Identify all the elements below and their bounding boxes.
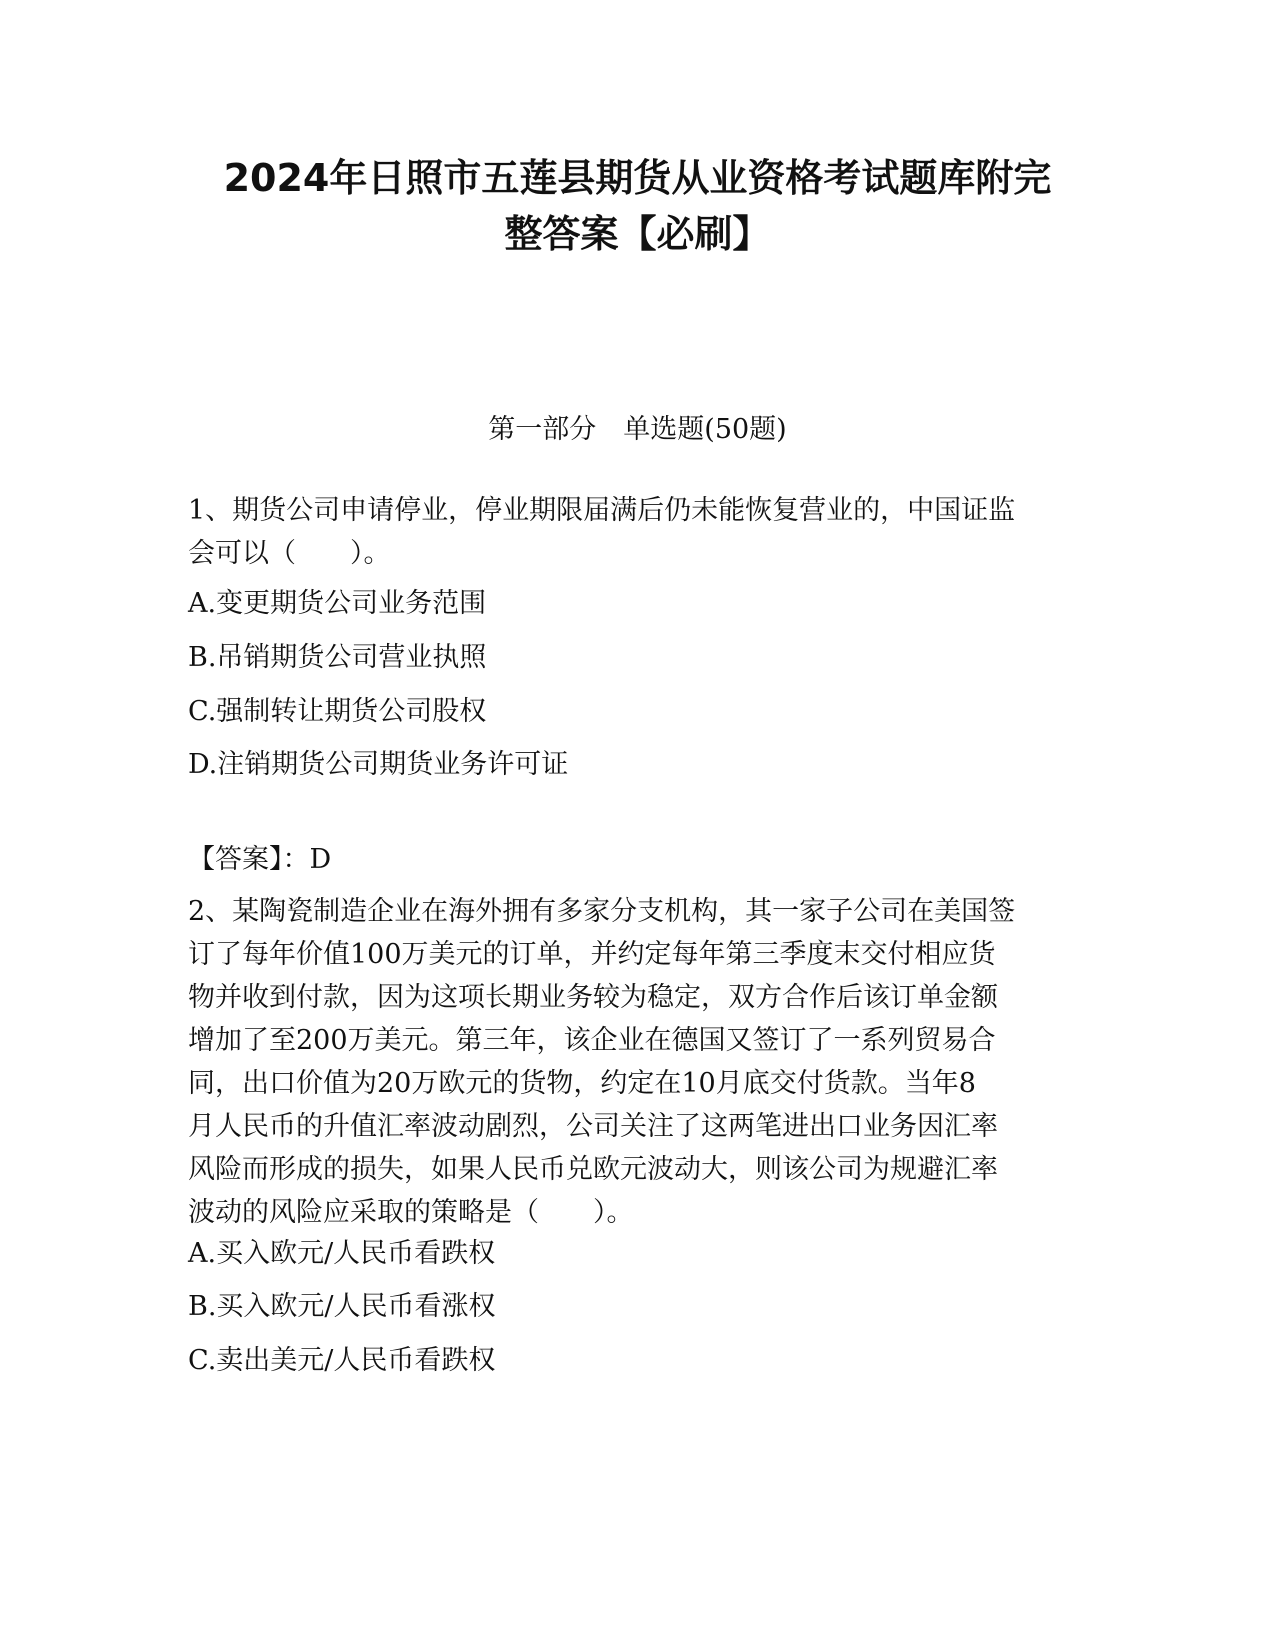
question-2-stem-line-7: 风险而形成的损失，如果人民币兑欧元波动大，则该公司为规避汇率 <box>188 1154 998 1185</box>
question-2-stem-line-8: 波动的风险应采取的策略是（ ）。 <box>188 1197 634 1228</box>
question-1-stem-line-1: 1、期货公司申请停业，停业期限届满后仍未能恢复营业的，中国证监 <box>188 495 1016 526</box>
question-1-option-b: B.吊销期货公司营业执照 <box>188 642 487 673</box>
section-title: 第一部分 单选题(50题) <box>488 414 787 445</box>
question-1-answer: 【答案】：D <box>188 844 332 875</box>
document-title-line-2: 整答案【必刷】 <box>504 212 771 256</box>
question-2-stem-line-4: 增加了至200万美元。第三年，该企业在德国又签订了一系列贸易合 <box>188 1025 996 1056</box>
question-2-stem <box>188 890 1088 1234</box>
question-2-stem-line-5: 同，出口价值为20万欧元的货物，约定在10月底交付货款。当年8 <box>188 1068 976 1099</box>
question-1-option-c: C.强制转让期货公司股权 <box>188 696 487 727</box>
question-2-option-c: C.卖出美元/人民币看跌权 <box>188 1345 496 1376</box>
question-2-option-a: A.买入欧元/人民币看跌权 <box>188 1238 496 1269</box>
question-2-option-b: B.买入欧元/人民币看涨权 <box>188 1291 496 1322</box>
question-2-stem-line-3: 物并收到付款，因为这项长期业务较为稳定，双方合作后该订单金额 <box>188 982 998 1013</box>
question-1-stem-line-2: 会可以（ ）。 <box>188 538 391 569</box>
question-2-stem-line-6: 月人民币的升值汇率波动剧烈，公司关注了这两笔进出口业务因汇率 <box>188 1111 998 1142</box>
question-2-stem-line-1: 2、某陶瓷制造企业在海外拥有多家分支机构，其一家子公司在美国签 <box>188 896 1016 927</box>
question-1-option-a: A.变更期货公司业务范围 <box>188 588 487 619</box>
question-2-stem-line-2: 订了每年价值100万美元的订单，并约定每年第三季度末交付相应货 <box>188 939 996 970</box>
question-1-stem <box>188 489 1088 575</box>
question-1-option-d: D.注销期货公司期货业务许可证 <box>188 749 569 780</box>
document-title <box>150 150 1125 262</box>
document-title-line-1: 2024年日照市五莲县期货从业资格考试题库附完 <box>223 156 1052 200</box>
